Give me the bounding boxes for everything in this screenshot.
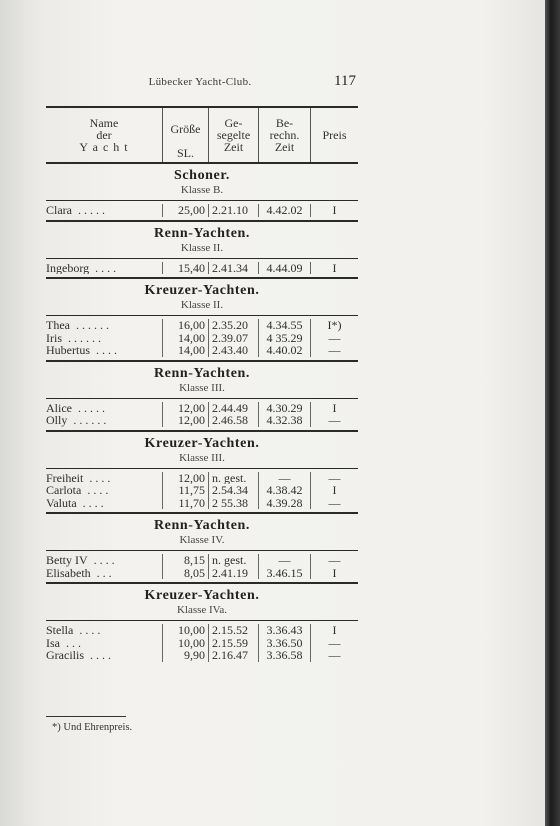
table-row: [46, 497, 358, 510]
sailed-time: 2.16.47: [208, 649, 258, 662]
yacht-name: [46, 262, 162, 275]
yacht-size: 8,15: [162, 554, 208, 567]
table-row: [46, 204, 358, 217]
col-size-unit: SL.: [176, 146, 194, 160]
sailed-time: 2.21.10: [208, 204, 258, 217]
sailed-time: 2.41.34: [208, 262, 258, 275]
section-title: Renn-Yachten.: [153, 518, 251, 533]
calculated-time: 4.30.29: [258, 402, 310, 415]
yacht-name: [46, 402, 162, 415]
section-heading: [46, 222, 358, 258]
leader-dots: .....: [72, 204, 108, 217]
yacht-size: 12,00: [162, 414, 208, 427]
calculated-time: 4.39.28: [258, 497, 310, 510]
yacht-name: [46, 319, 162, 332]
yacht-name-text: Alice: [46, 401, 72, 414]
leader-dots: ......: [69, 319, 112, 332]
yacht-name: [46, 624, 162, 637]
section-title: Kreuzer-Yachten.: [144, 435, 260, 451]
col-calc-line-2: rechn.: [269, 128, 300, 142]
section-heading: [46, 584, 358, 620]
table-row: [46, 472, 358, 485]
sailed-time: n. gest.: [208, 554, 258, 567]
yacht-name-text: Elisabeth: [46, 566, 91, 579]
col-calc-line-3: Zeit: [274, 140, 295, 154]
section-title: Renn-Yachten.: [153, 225, 251, 241]
calculated-time: 3.46.15: [258, 567, 310, 580]
leader-dots: ...: [60, 636, 84, 649]
yacht-name-text: Freiheit: [46, 471, 84, 484]
sailed-time: n. gest.: [208, 472, 258, 485]
prize: I: [310, 567, 358, 580]
sailed-time: 2.15.52: [208, 624, 258, 637]
calculated-time: 4 35.29: [258, 332, 310, 345]
calculated-time: 4.38.42: [258, 484, 310, 497]
yacht-name-text: Isa: [46, 636, 60, 649]
prize: —: [310, 332, 358, 345]
yacht-name-text: Stella: [46, 624, 74, 637]
yacht-name: [46, 472, 162, 485]
yacht-size: 14,00: [162, 344, 208, 357]
col-size-label: Größe: [170, 122, 201, 136]
yacht-size: 12,00: [162, 402, 208, 415]
leader-dots: ....: [87, 554, 118, 567]
yacht-name: [46, 649, 162, 662]
yacht-name-text: Valuta: [46, 496, 77, 509]
yacht-name: [46, 567, 162, 580]
yacht-name-text: Thea: [46, 319, 70, 332]
section-class: Klasse B.: [180, 184, 224, 196]
col-sailed-header: [208, 108, 258, 162]
yacht-name-text: Ingeborg: [46, 261, 90, 274]
yacht-name: [46, 497, 162, 510]
yacht-size: 10,00: [162, 637, 208, 650]
yacht-name-text: Gracilis: [46, 649, 84, 662]
calculated-time: 3.36.50: [258, 637, 310, 650]
yacht-name-text: Olly: [46, 414, 68, 427]
footnote: *) Und Ehrenpreis.: [52, 722, 133, 733]
table-row: [46, 402, 358, 415]
sailed-time: 2 55.38: [208, 497, 258, 510]
section-class: Klasse III.: [179, 451, 225, 464]
yacht-size: 25,00: [162, 204, 208, 217]
prize: I*): [310, 319, 358, 332]
col-name-line-1: Name: [89, 116, 119, 130]
section-class: Klasse III.: [179, 381, 225, 394]
yacht-name-text: Clara: [46, 204, 72, 217]
calculated-time: —: [258, 554, 310, 567]
col-name-header: [46, 108, 162, 162]
section-title: Renn-Yachten.: [153, 365, 251, 381]
section-title: Kreuzer-Yachten.: [144, 283, 260, 298]
yacht-size: 8,05: [162, 567, 208, 580]
calculated-time: 4.34.55: [258, 319, 310, 332]
leader-dots: ....: [73, 624, 104, 637]
sailed-time: 2.39.07: [208, 332, 258, 345]
table-row: [46, 637, 358, 650]
yacht-size: 11,75: [162, 484, 208, 497]
yacht-name: [46, 484, 162, 497]
col-name-line-2: der: [96, 128, 112, 142]
leader-dots: ....: [89, 261, 120, 274]
yacht-size: 14,00: [162, 332, 208, 345]
leader-dots: ....: [76, 496, 107, 509]
leader-dots: ......: [67, 414, 110, 427]
col-prize-header: [310, 108, 358, 162]
results-table: [46, 106, 358, 665]
footnote-rule: [46, 716, 126, 717]
sailed-time: 2.41.19: [208, 567, 258, 580]
table-row: [46, 319, 358, 332]
prize: —: [310, 472, 358, 485]
sailed-time: 2.15.59: [208, 637, 258, 650]
section-class: Klasse IVa.: [176, 604, 228, 616]
prize: I: [310, 262, 358, 275]
prize: I: [310, 624, 358, 637]
prize: —: [310, 649, 358, 662]
yacht-name: [46, 332, 162, 345]
section-heading: [46, 362, 358, 398]
col-size-header: [162, 108, 208, 162]
table-row: [46, 332, 358, 345]
section-title: Kreuzer-Yachten.: [144, 588, 260, 603]
yacht-name: [46, 414, 162, 427]
calculated-time: 4.42.02: [258, 204, 310, 217]
sailed-time: 2.46.58: [208, 414, 258, 427]
prize: I: [310, 204, 358, 217]
yacht-size: 15,40: [162, 262, 208, 275]
calculated-time: 4.44.09: [258, 262, 310, 275]
table-row: [46, 414, 358, 427]
yacht-name: [46, 554, 162, 567]
leader-dots: ....: [90, 344, 120, 357]
leader-dots: ....: [81, 484, 112, 497]
table-header: [46, 108, 358, 162]
col-calc-header: [258, 108, 310, 162]
leader-dots: ......: [62, 331, 104, 344]
section-class: Klasse IV.: [179, 534, 225, 546]
prize: —: [310, 637, 358, 650]
table-row: [46, 567, 358, 580]
section-heading: [46, 279, 358, 315]
section-heading: [46, 514, 358, 550]
running-head: Lübecker Yacht-Club.: [148, 76, 252, 88]
leader-dots: ....: [83, 471, 114, 484]
section-title: Schoner.: [173, 168, 230, 183]
section-heading: [46, 164, 358, 200]
table-row: [46, 649, 358, 662]
calculated-time: 4.40.02: [258, 344, 310, 357]
yacht-name-text: Betty IV: [46, 554, 88, 567]
prize: —: [310, 414, 358, 427]
page-number: 117: [334, 73, 356, 89]
yacht-name-text: Carlota: [46, 484, 82, 497]
prize: I: [310, 484, 358, 497]
prize: —: [310, 344, 358, 357]
col-sailed-line-3: Zeit: [223, 140, 244, 154]
prize: —: [310, 497, 358, 510]
section-class: Klasse II.: [180, 241, 224, 254]
book-spine: [545, 0, 560, 826]
sailed-time: 2.54.34: [208, 484, 258, 497]
leader-dots: ....: [84, 649, 114, 662]
sailed-time: 2.43.40: [208, 344, 258, 357]
section-heading: [46, 432, 358, 468]
table-row: [46, 262, 358, 275]
col-sailed-line-1: Ge-: [224, 116, 243, 130]
yacht-size: 16,00: [162, 319, 208, 332]
section-class: Klasse II.: [180, 299, 224, 311]
table-row: [46, 624, 358, 637]
yacht-name-text: Iris: [46, 331, 62, 344]
col-prize-label: Preis: [322, 128, 347, 142]
calculated-time: 3.36.58: [258, 649, 310, 662]
leader-dots: .....: [72, 401, 108, 414]
yacht-name: [46, 637, 162, 650]
table-row: [46, 344, 358, 357]
yacht-name: [46, 344, 162, 357]
col-name-line-3: Y a c h t: [79, 140, 129, 154]
table-row: [46, 554, 358, 567]
calculated-time: 4.32.38: [258, 414, 310, 427]
yacht-size: 9,90: [162, 649, 208, 662]
prize: —: [310, 554, 358, 567]
col-sailed-line-2: segelte: [216, 128, 251, 142]
yacht-name-text: Hubertus: [46, 344, 90, 357]
calculated-time: —: [258, 472, 310, 485]
prize: I: [310, 402, 358, 415]
yacht-size: 12,00: [162, 472, 208, 485]
yacht-size: 11,70: [162, 497, 208, 510]
yacht-size: 10,00: [162, 624, 208, 637]
yacht-name: [46, 204, 162, 217]
col-calc-line-1: Be-: [275, 116, 294, 130]
table-body: [46, 164, 358, 665]
leader-dots: ...: [90, 566, 115, 579]
sailed-time: 2.44.49: [208, 402, 258, 415]
calculated-time: 3.36.43: [258, 624, 310, 637]
table-row: [46, 484, 358, 497]
sailed-time: 2.35.20: [208, 319, 258, 332]
